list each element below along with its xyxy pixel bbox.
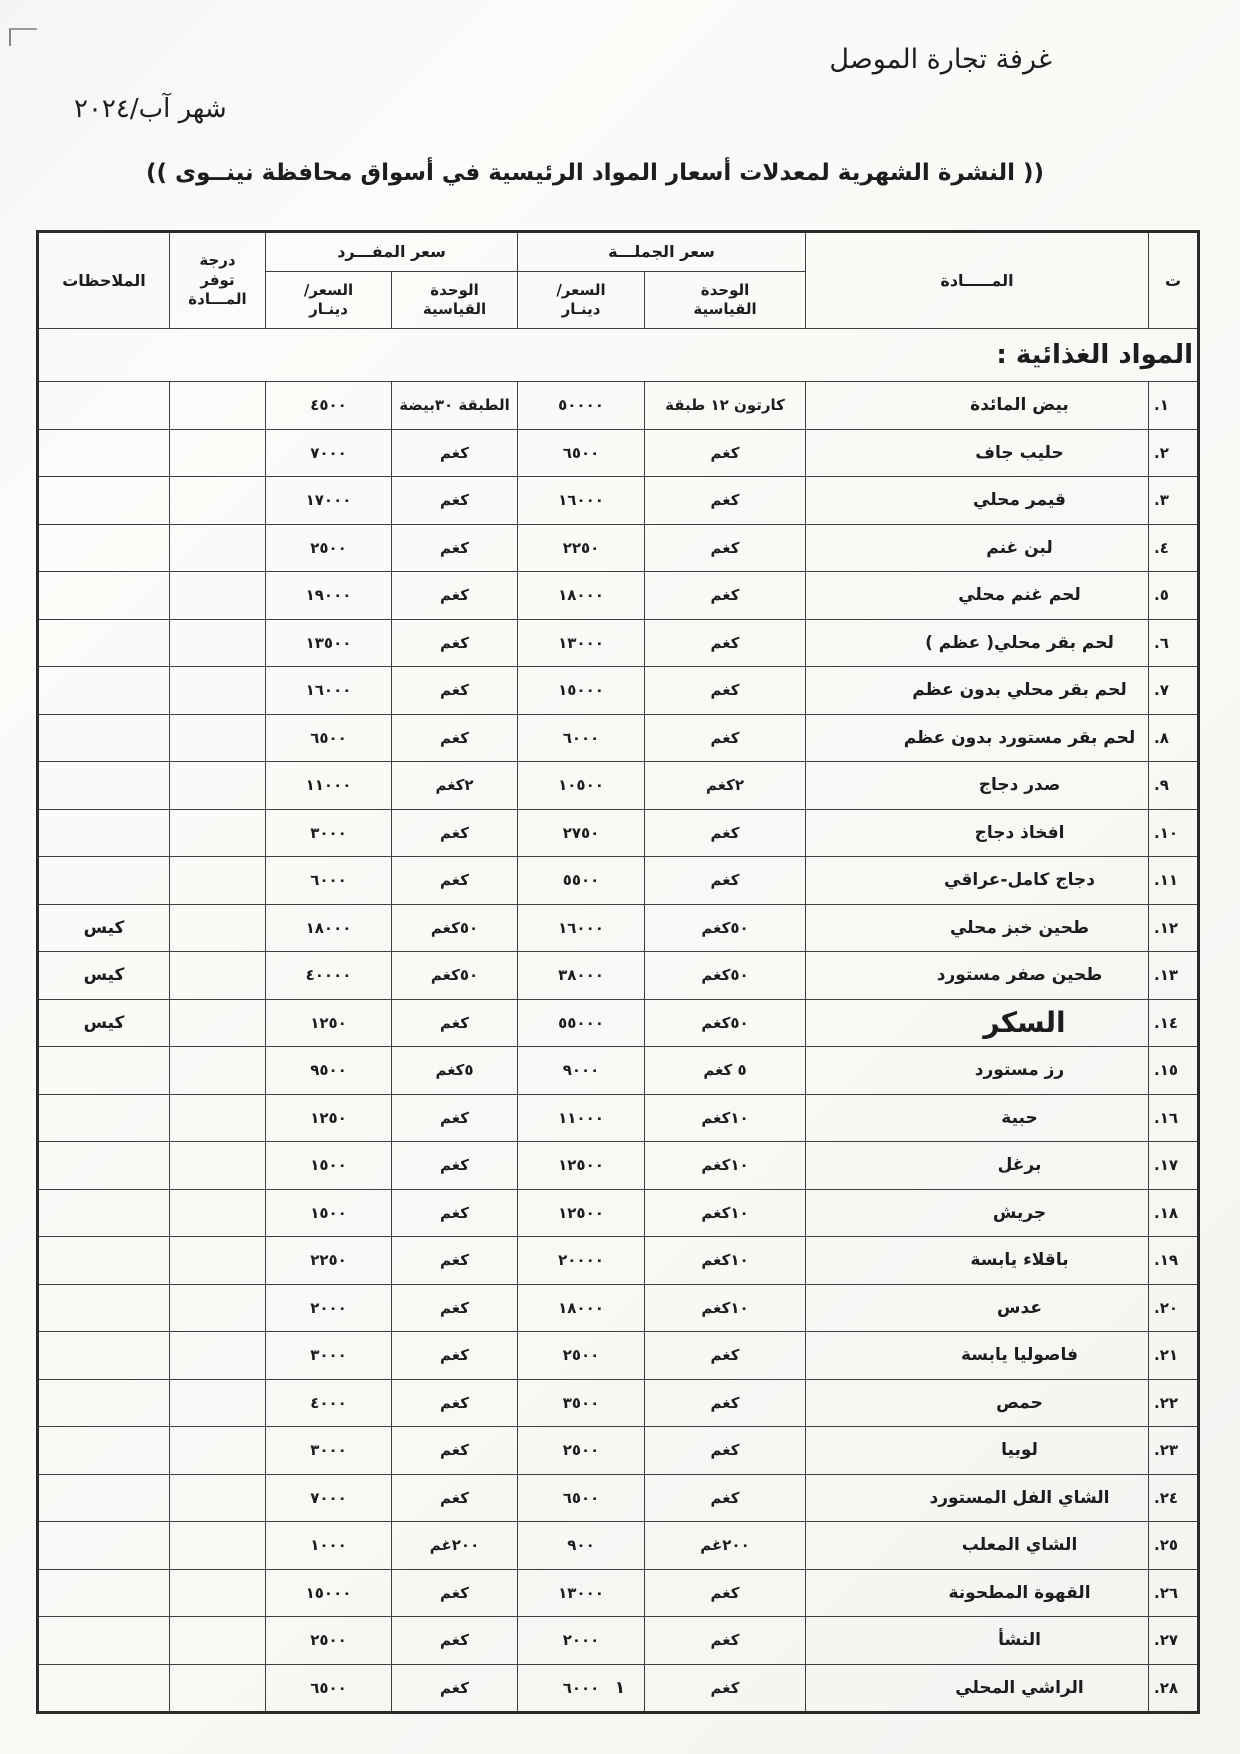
- wholesale-unit-cell: ٢٠٠غم: [645, 1522, 806, 1570]
- wholesale-unit-cell: كغم: [645, 619, 806, 667]
- availability-cell: [170, 1379, 266, 1427]
- retail-unit-cell: كغم: [392, 572, 518, 620]
- wholesale-unit-cell: كغم: [645, 857, 806, 905]
- availability-cell: [170, 1189, 266, 1237]
- retail-price-cell: ١٧٠٠٠: [266, 477, 392, 525]
- retail-unit-cell: ٥٠كغم: [392, 904, 518, 952]
- wholesale-price-cell: ٦٠٠٠: [518, 714, 645, 762]
- seq-cell: ١٤.: [1149, 999, 1199, 1047]
- seq-cell: ١٧.: [1149, 1142, 1199, 1190]
- notes-cell: [38, 809, 170, 857]
- availability-cell: [170, 904, 266, 952]
- table-row: [38, 1094, 1199, 1142]
- retail-price-cell: ١٩٠٠٠: [266, 572, 392, 620]
- availability-cell: [170, 999, 266, 1047]
- seq-cell: ٢٧.: [1149, 1617, 1199, 1665]
- table-row: [38, 1142, 1199, 1190]
- table-row: [38, 952, 1199, 1000]
- wholesale-unit-cell: ١٠كغم: [645, 1284, 806, 1332]
- seq-cell: ٢٢.: [1149, 1379, 1199, 1427]
- material-cell: طحين خبز محلي: [806, 904, 1149, 952]
- wholesale-unit-cell: كغم: [645, 1427, 806, 1475]
- wholesale-price-cell: ٦٠٠٠: [518, 1664, 645, 1713]
- seq-cell: ٢٦.: [1149, 1569, 1199, 1617]
- retail-unit-cell: ٥كغم: [392, 1047, 518, 1095]
- table-row: [38, 667, 1199, 715]
- table-row: [38, 477, 1199, 525]
- availability-cell: [170, 1094, 266, 1142]
- table-row: [38, 1284, 1199, 1332]
- table-row: [38, 1189, 1199, 1237]
- section-title: المواد الغذائية :: [38, 329, 1199, 382]
- retail-unit-cell: كغم: [392, 1474, 518, 1522]
- wholesale-unit-cell: ٥٠كغم: [645, 904, 806, 952]
- wholesale-price-cell: ٩٠٠٠: [518, 1047, 645, 1095]
- wholesale-unit-cell: ٥٠كغم: [645, 952, 806, 1000]
- availability-cell: [170, 619, 266, 667]
- wholesale-price-cell: ١٨٠٠٠: [518, 1284, 645, 1332]
- material-cell: صدر دجاج: [806, 762, 1149, 810]
- retail-unit-cell: ٢كغم: [392, 762, 518, 810]
- page-number: ١: [614, 1678, 626, 1698]
- seq-cell: ٧.: [1149, 667, 1199, 715]
- table-row: [38, 1617, 1199, 1665]
- wholesale-unit-cell: ١٠كغم: [645, 1094, 806, 1142]
- retail-price-cell: ٩٥٠٠: [266, 1047, 392, 1095]
- wholesale-unit-cell: ١٠كغم: [645, 1142, 806, 1190]
- section-header-body: [38, 329, 1199, 382]
- availability-cell: [170, 1569, 266, 1617]
- retail-unit-cell: كغم: [392, 999, 518, 1047]
- availability-cell: [170, 809, 266, 857]
- wholesale-price-cell: ٢٥٠٠: [518, 1427, 645, 1475]
- retail-unit-cell: كغم: [392, 1189, 518, 1237]
- wholesale-price-cell: ١٣٠٠٠: [518, 619, 645, 667]
- retail-price-cell: ١٦٠٠٠: [266, 667, 392, 715]
- material-cell: لحم بقر مستورد بدون عظم: [806, 714, 1149, 762]
- table-row: [38, 857, 1199, 905]
- retail-price-cell: ٣٠٠٠: [266, 809, 392, 857]
- header-availability-line1: درجة: [199, 251, 236, 270]
- seq-cell: ٢.: [1149, 429, 1199, 477]
- wholesale-unit-cell: ٥ كغم: [645, 1047, 806, 1095]
- availability-cell: [170, 524, 266, 572]
- material-cell: برغل: [806, 1142, 1149, 1190]
- wholesale-price-cell: ١٨٠٠٠: [518, 572, 645, 620]
- retail-price-cell: ٢٢٥٠: [266, 1237, 392, 1285]
- seq-cell: ١٥.: [1149, 1047, 1199, 1095]
- retail-unit-cell: كغم: [392, 1569, 518, 1617]
- availability-cell: [170, 762, 266, 810]
- header-seq: ت: [1149, 232, 1199, 329]
- material-cell: لحم غنم محلي: [806, 572, 1149, 620]
- availability-cell: [170, 1617, 266, 1665]
- material-cell: افخاذ دجاج: [806, 809, 1149, 857]
- notes-cell: [38, 524, 170, 572]
- wholesale-price-cell: ٢٠٠٠: [518, 1617, 645, 1665]
- material-cell: الشاي المعلب: [806, 1522, 1149, 1570]
- material-cell: حمص: [806, 1379, 1149, 1427]
- table-row: [38, 1379, 1199, 1427]
- header-availability: [170, 232, 266, 329]
- seq-cell: ٢٨.: [1149, 1664, 1199, 1713]
- retail-unit-cell: كغم: [392, 857, 518, 905]
- retail-price-cell: ١٥٠٠: [266, 1142, 392, 1190]
- notes-cell: [38, 619, 170, 667]
- notes-cell: [38, 1569, 170, 1617]
- table-row: [38, 429, 1199, 477]
- wholesale-unit-cell: ١٠كغم: [645, 1237, 806, 1285]
- notes-cell: [38, 477, 170, 525]
- retail-price-cell: ١٥٠٠: [266, 1189, 392, 1237]
- wholesale-unit-cell: كارتون ١٢ طبقة: [645, 382, 806, 430]
- retail-price-cell: ٢٥٠٠: [266, 524, 392, 572]
- retail-price-cell: ٣٠٠٠: [266, 1427, 392, 1475]
- material-cell: الشاي الفل المستورد: [806, 1474, 1149, 1522]
- wholesale-price-cell: ١٦٠٠٠: [518, 904, 645, 952]
- material-cell: قيمر محلي: [806, 477, 1149, 525]
- retail-price-cell: ١٢٥٠: [266, 1094, 392, 1142]
- retail-unit-cell: كغم: [392, 477, 518, 525]
- notes-cell: [38, 667, 170, 715]
- retail-price-cell: ٤٠٠٠: [266, 1379, 392, 1427]
- wholesale-price-cell: ١٥٠٠٠: [518, 667, 645, 715]
- wholesale-unit-cell: كغم: [645, 1617, 806, 1665]
- material-cell: فاصوليا يابسة: [806, 1332, 1149, 1380]
- price-label-line2: دينـار: [309, 300, 348, 318]
- material-cell: لحم بقر محلي بدون عظم: [806, 667, 1149, 715]
- section-header-row: [38, 329, 1199, 382]
- header-availability-line3: المـــادة: [188, 290, 247, 309]
- retail-unit-cell: كغم: [392, 1237, 518, 1285]
- availability-cell: [170, 1332, 266, 1380]
- material-cell: حبية: [806, 1094, 1149, 1142]
- table-row: [38, 762, 1199, 810]
- unit-label-line1: الوحدة: [700, 281, 750, 300]
- seq-cell: ١٢.: [1149, 904, 1199, 952]
- wholesale-unit-cell: كغم: [645, 809, 806, 857]
- retail-price-cell: ٢٥٠٠: [266, 1617, 392, 1665]
- notes-cell: [38, 1332, 170, 1380]
- seq-cell: ٥.: [1149, 572, 1199, 620]
- scan-edge-mark: [9, 28, 37, 46]
- organization-name: غرفة تجارة الموصل: [829, 44, 1052, 75]
- wholesale-unit-cell: كغم: [645, 1664, 806, 1713]
- table-row: [38, 382, 1199, 430]
- material-cell: لوبيا: [806, 1427, 1149, 1475]
- wholesale-unit-cell: كغم: [645, 477, 806, 525]
- wholesale-price-cell: ١٢٥٠٠: [518, 1189, 645, 1237]
- retail-price-cell: ٧٠٠٠: [266, 1474, 392, 1522]
- table-row: [38, 904, 1199, 952]
- table-row: [38, 809, 1199, 857]
- wholesale-unit-cell: كغم: [645, 429, 806, 477]
- retail-price-cell: ١٢٥٠: [266, 999, 392, 1047]
- availability-cell: [170, 1237, 266, 1285]
- wholesale-price-cell: ٣٨٠٠٠: [518, 952, 645, 1000]
- retail-unit-cell: كغم: [392, 1284, 518, 1332]
- material-cell: جريش: [806, 1189, 1149, 1237]
- retail-price-cell: ٤٥٠٠: [266, 382, 392, 430]
- wholesale-unit-cell: ١٠كغم: [645, 1189, 806, 1237]
- wholesale-price-cell: ١٦٠٠٠: [518, 477, 645, 525]
- availability-cell: [170, 382, 266, 430]
- wholesale-price-cell: ٦٥٠٠: [518, 429, 645, 477]
- notes-cell: [38, 1047, 170, 1095]
- availability-cell: [170, 1047, 266, 1095]
- seq-cell: ٩.: [1149, 762, 1199, 810]
- seq-cell: ٦.: [1149, 619, 1199, 667]
- notes-cell: [38, 1094, 170, 1142]
- notes-cell: [38, 1379, 170, 1427]
- header-notes: الملاحظات: [38, 232, 170, 329]
- wholesale-price-cell: ٩٠٠: [518, 1522, 645, 1570]
- seq-cell: ٢٠.: [1149, 1284, 1199, 1332]
- wholesale-unit-cell: ٢كغم: [645, 762, 806, 810]
- wholesale-price-cell: ١٢٥٠٠: [518, 1142, 645, 1190]
- seq-cell: ١١.: [1149, 857, 1199, 905]
- retail-unit-cell: كغم: [392, 1142, 518, 1190]
- notes-cell: [38, 1522, 170, 1570]
- table-row: [38, 524, 1199, 572]
- retail-price-cell: ١٣٥٠٠: [266, 619, 392, 667]
- availability-cell: [170, 857, 266, 905]
- seq-cell: ١.: [1149, 382, 1199, 430]
- notes-cell: [38, 857, 170, 905]
- availability-cell: [170, 667, 266, 715]
- table-row: [38, 1569, 1199, 1617]
- retail-unit-cell: كغم: [392, 714, 518, 762]
- table-row: [38, 1332, 1199, 1380]
- seq-cell: ٨.: [1149, 714, 1199, 762]
- availability-cell: [170, 1522, 266, 1570]
- retail-price-cell: ٣٠٠٠: [266, 1332, 392, 1380]
- price-label-line1: السعر/: [303, 281, 354, 300]
- retail-unit-cell: ٥٠كغم: [392, 952, 518, 1000]
- material-cell: طحين صفر مستورد: [806, 952, 1149, 1000]
- notes-cell: [38, 1427, 170, 1475]
- availability-cell: [170, 1474, 266, 1522]
- retail-price-cell: ٦٥٠٠: [266, 714, 392, 762]
- table-row: [38, 1427, 1199, 1475]
- retail-unit-cell: كغم: [392, 429, 518, 477]
- retail-unit-cell: كغم: [392, 1427, 518, 1475]
- retail-price-cell: ١١٠٠٠: [266, 762, 392, 810]
- header-retail-unit: [392, 272, 518, 329]
- material-cell: النشأ: [806, 1617, 1149, 1665]
- table-row: [38, 619, 1199, 667]
- seq-cell: ١٣.: [1149, 952, 1199, 1000]
- material-cell: لحم بقر محلي( عظم ): [806, 619, 1149, 667]
- wholesale-price-cell: ٢٢٥٠: [518, 524, 645, 572]
- retail-unit-cell: كغم: [392, 619, 518, 667]
- availability-cell: [170, 1427, 266, 1475]
- wholesale-price-cell: ١٠٥٠٠: [518, 762, 645, 810]
- notes-cell: [38, 762, 170, 810]
- retail-price-cell: ٤٠٠٠٠: [266, 952, 392, 1000]
- retail-price-cell: ٧٠٠٠: [266, 429, 392, 477]
- retail-price-cell: ١٥٠٠٠: [266, 1569, 392, 1617]
- header-wholesale-unit: [645, 272, 806, 329]
- material-cell: بيض المائدة: [806, 382, 1149, 430]
- header-retail-price: [266, 272, 392, 329]
- wholesale-price-cell: ٢٥٠٠: [518, 1332, 645, 1380]
- table-row: [38, 999, 1199, 1047]
- retail-price-cell: ٢٠٠٠: [266, 1284, 392, 1332]
- seq-cell: ٤.: [1149, 524, 1199, 572]
- seq-cell: ٢٤.: [1149, 1474, 1199, 1522]
- header-wholesale-group: سعر الجملـــة: [518, 232, 806, 272]
- wholesale-unit-cell: كغم: [645, 572, 806, 620]
- retail-price-cell: ١٨٠٠٠: [266, 904, 392, 952]
- availability-cell: [170, 477, 266, 525]
- seq-cell: ٢١.: [1149, 1332, 1199, 1380]
- table-row: [38, 572, 1199, 620]
- retail-unit-cell: كغم: [392, 809, 518, 857]
- wholesale-unit-cell: كغم: [645, 667, 806, 715]
- material-cell: رز مستورد: [806, 1047, 1149, 1095]
- wholesale-price-cell: ٢٧٥٠: [518, 809, 645, 857]
- material-cell: الراشي المحلي: [806, 1664, 1149, 1713]
- retail-price-cell: ١٠٠٠: [266, 1522, 392, 1570]
- retail-unit-cell: كغم: [392, 1094, 518, 1142]
- wholesale-price-cell: ١٣٠٠٠: [518, 1569, 645, 1617]
- header-material: المـــــادة: [806, 232, 1149, 329]
- seq-cell: ٢٥.: [1149, 1522, 1199, 1570]
- wholesale-unit-cell: كغم: [645, 524, 806, 572]
- retail-price-cell: ٦٥٠٠: [266, 1664, 392, 1713]
- material-cell: القهوة المطحونة: [806, 1569, 1149, 1617]
- unit-label-line1: الوحدة: [430, 281, 479, 300]
- bulletin-title: (( النشرة الشهرية لمعدلات أسعار المواد الرئيسية في أسواق محافظة نينــوى )): [145, 160, 1045, 186]
- unit-label-line2: القياسية: [422, 300, 487, 318]
- availability-cell: [170, 1142, 266, 1190]
- month-line: شهر آب/٢٠٢٤: [74, 94, 227, 124]
- wholesale-unit-cell: كغم: [645, 1569, 806, 1617]
- seq-cell: ٢٣.: [1149, 1427, 1199, 1475]
- header-availability-line2: توفر: [200, 270, 235, 289]
- notes-cell: [38, 1617, 170, 1665]
- notes-cell: [38, 429, 170, 477]
- table-row: [38, 1522, 1199, 1570]
- table-header: [38, 232, 1199, 329]
- table-row: [38, 1047, 1199, 1095]
- wholesale-price-cell: ٣٥٠٠: [518, 1379, 645, 1427]
- notes-cell: كيس: [38, 999, 170, 1047]
- material-cell: حليب جاف: [806, 429, 1149, 477]
- retail-unit-cell: الطبقة ٣٠بيضة: [392, 382, 518, 430]
- notes-cell: كيس: [38, 904, 170, 952]
- seq-cell: ١٩.: [1149, 1237, 1199, 1285]
- notes-cell: [38, 714, 170, 762]
- retail-unit-cell: كغم: [392, 1379, 518, 1427]
- availability-cell: [170, 1284, 266, 1332]
- material-cell: لبن غنم: [806, 524, 1149, 572]
- material-cell: السكر: [806, 999, 1149, 1047]
- wholesale-unit-cell: ٥٠كغم: [645, 999, 806, 1047]
- notes-cell: [38, 382, 170, 430]
- notes-cell: [38, 1474, 170, 1522]
- notes-cell: [38, 1142, 170, 1190]
- header-retail-group: سعر المفـــرد: [266, 232, 518, 272]
- price-label-line2: دينـار: [561, 300, 601, 318]
- material-cell: عدس: [806, 1284, 1149, 1332]
- wholesale-price-cell: ٦٥٠٠: [518, 1474, 645, 1522]
- wholesale-price-cell: ٢٠٠٠٠: [518, 1237, 645, 1285]
- unit-label-line2: القياسية: [693, 300, 757, 318]
- availability-cell: [170, 714, 266, 762]
- retail-price-cell: ٦٠٠٠: [266, 857, 392, 905]
- wholesale-unit-cell: كغم: [645, 1379, 806, 1427]
- price-table-container: [36, 230, 1200, 1714]
- notes-cell: [38, 1284, 170, 1332]
- wholesale-price-cell: ١١٠٠٠: [518, 1094, 645, 1142]
- table-row: [38, 1237, 1199, 1285]
- header-wholesale-price: [518, 272, 645, 329]
- price-label-line1: السعر/: [556, 281, 606, 300]
- retail-unit-cell: ٢٠٠غم: [392, 1522, 518, 1570]
- availability-cell: [170, 429, 266, 477]
- table-row: [38, 714, 1199, 762]
- wholesale-unit-cell: كغم: [645, 1474, 806, 1522]
- wholesale-price-cell: ٥٥٠٠: [518, 857, 645, 905]
- wholesale-unit-cell: كغم: [645, 1332, 806, 1380]
- notes-cell: [38, 1189, 170, 1237]
- seq-cell: ١٠.: [1149, 809, 1199, 857]
- availability-cell: [170, 952, 266, 1000]
- retail-unit-cell: كغم: [392, 1332, 518, 1380]
- material-cell: دجاج كامل-عراقي: [806, 857, 1149, 905]
- retail-unit-cell: كغم: [392, 667, 518, 715]
- notes-cell: [38, 572, 170, 620]
- wholesale-unit-cell: كغم: [645, 714, 806, 762]
- availability-cell: [170, 572, 266, 620]
- retail-unit-cell: كغم: [392, 1664, 518, 1713]
- price-table: [36, 230, 1200, 1714]
- wholesale-price-cell: ٥٥٠٠٠: [518, 999, 645, 1047]
- seq-cell: ١٨.: [1149, 1189, 1199, 1237]
- seq-cell: ١٦.: [1149, 1094, 1199, 1142]
- material-cell: باقلاء يابسة: [806, 1237, 1149, 1285]
- table-row: [38, 1474, 1199, 1522]
- notes-cell: كيس: [38, 952, 170, 1000]
- notes-cell: [38, 1237, 170, 1285]
- table-body: [38, 382, 1199, 1713]
- seq-cell: ٣.: [1149, 477, 1199, 525]
- retail-unit-cell: كغم: [392, 524, 518, 572]
- wholesale-price-cell: ٥٠٠٠٠: [518, 382, 645, 430]
- retail-unit-cell: كغم: [392, 1617, 518, 1665]
